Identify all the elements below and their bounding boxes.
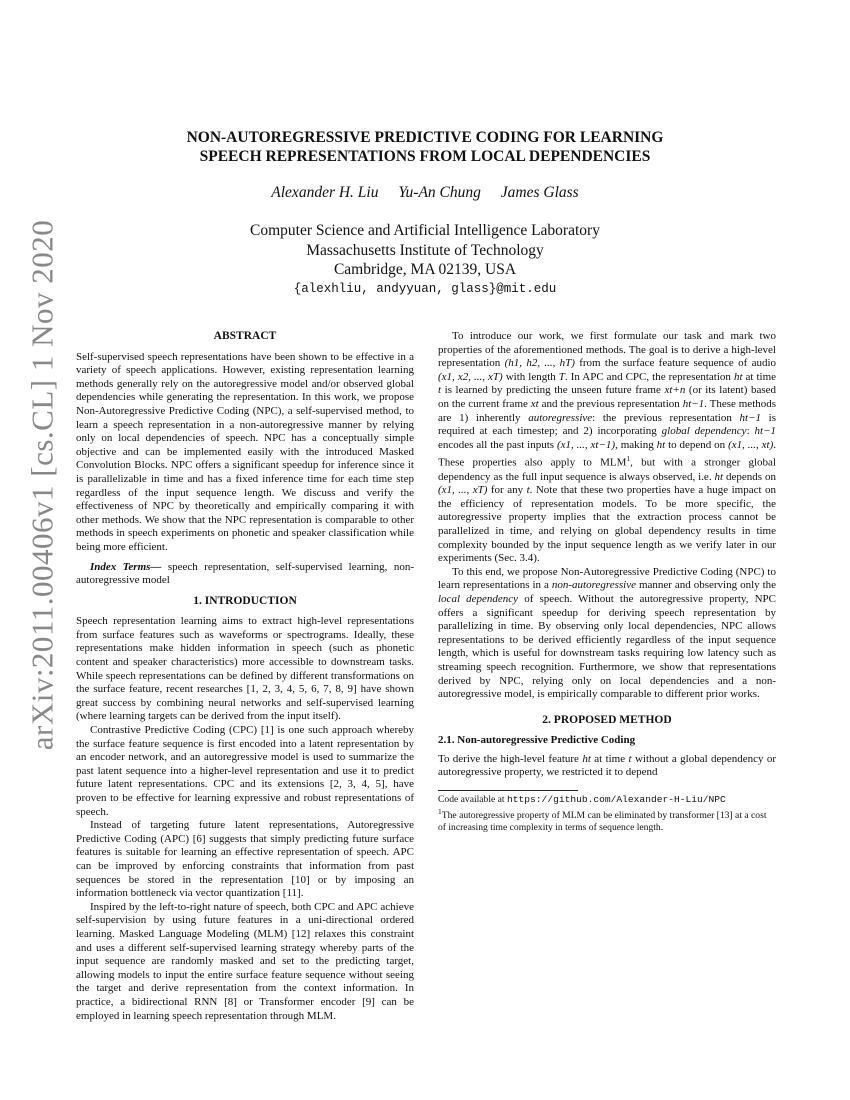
affiliation <box>110 221 740 299</box>
left-column <box>76 330 414 1023</box>
method-heading: 2. PROPOSED METHOD <box>542 713 672 726</box>
intro-paragraph-6: To this end, we propose Non-Autoregressive Predictive Coding (NPC) to learn representations in a non-autoregressive manner and observing only the local dependency of speech. Without the autoregressive property, NPC offers a significant speedup for deriving speech representation by parallelizing in time. By observing only local dependencies, NPC allows representations to be derived efficiently regardless of the input sequence length, which is useful for downstream tasks requiring low latency such as streaming speech recognition. Furthermore, we show that representations derived by NPC, relying only on local dependencies and a non-autoregressive model, is empirically comparable to different prior works. <box>438 565 777 701</box>
method-paragraph-1: To derive the high-level feature ht at time t without a global dependency or autoregressive property, we restricted it to depend <box>438 752 777 779</box>
arxiv-identifier: arXiv:2011.00406v1 [cs.CL] 1 Nov 2020 <box>24 219 60 751</box>
intro-heading: 1. INTRODUCTION <box>193 594 297 607</box>
intro-paragraph-5: To introduce our work, we first formulate our task and mark two properties of the aforementioned methods. The goal is to derive a high-level representation (h1, h2, ..., hT) from the surface feature sequence of audio (x1, x2, ..., xT) with length T. In APC and CPC, the representation ht at time t is learned by predicting the unseen future frame xt+n (or its latent) based on the current frame xt and the previous representation ht−1. These methods are 1) inherently autoregressive: the previous representation ht−1 is required at each timestep; and 2) incorporating global dependency: ht−1 encodes all the past inputs (x1, ..., xt−1), making ht to depend on (x1, ..., xt). These properties also apply to MLM$^1$, but with a stronger global dependency as the full input sequence is always observed, i.e. ht depends on (x1, ..., xT) for any t. Note that these two properties have a huge impact on the efficiency of representation models. To be more specific, the autoregressive property implies that the extraction process cannot be parallelized in time, and relying on global dependency results in time complexity bounded by the input sequence length as we verify later in our experiments (Sec. 3.4). <box>438 330 777 565</box>
method-subsection-heading: 2.1. Non-autoregressive Predictive Coding <box>438 734 636 747</box>
intro-paragraph-3: Instead of targeting future latent representations, Autoregressive Predictive Coding (APC) [6] suggests that simply predicting future surface features is suitable for learning an effective representation of speech. APC can be improved by enforcing constraints that information from past sequences be stored in the representation [10] or by imposing an information bottleneck via vector quantization [11]. <box>76 819 414 900</box>
intro-paragraph-4: Inspired by the left-to-right nature of speech, both CPC and APC achieve self-supervision by using future features in a uni-directional ordered learning. Masked Language Modeling (MLM) [12] relaxes this constraint and uses a different self-supervised learning strategy whereby parts of the input sequence are randomly masked and set to the predicting target, allowing models to input the entire surface feature sequence without seeing the target and derive representation from the context information. In practice, a bidirectional RNN [8] or Transformer encoder [9] can be employed in learning speech representation through MLM. <box>76 900 414 1022</box>
abstract-heading: ABSTRACT <box>213 330 277 342</box>
title-line-2: SPEECH REPRESENTATIONS FROM LOCAL DEPENDENCIES <box>199 148 651 165</box>
index-terms-text: speech representation, self-supervised learning, non-autoregressive model <box>76 560 415 587</box>
paper-title <box>110 128 740 166</box>
footnote-divider <box>438 790 578 791</box>
author-name: James Glass <box>500 184 579 201</box>
right-column <box>438 330 776 834</box>
code-footnote: Code available at https://github.com/Alexander-H-Liu/NPC <box>438 794 726 806</box>
intro-paragraph-2: Contrastive Predictive Coding (CPC) [1] is one such approach whereby the surface feature sequence is first encoded into a latent representation by an encoder network, and an autoregressive model is used to summarize the past latent sequence into a higher-level representation and use it to predict future latent representations. CPC and its extensions [2, 3, 4, 5], have proven to be effective for learning expressive and robust representations of speech. <box>76 724 414 818</box>
abstract-text: Self-supervised speech representations have been shown to be effective in a variety of speech applications. However, existing representation learning methods generally rely on the autoregressive model and/or observed global dependencies while generating the representation. In this work, we propose Non-Autoregressive Predictive Coding (NPC), a self-supervised method, to learn a speech representation in a non-autoregressive manner by relying only on local dependencies of speech. NPC has a conceptually simple objective and can be implemented easily with the introduced Masked Convolution Blocks. NPC offers a significant speedup for inference since it is parallelizable in time and has a fixed inference time for each time step regardless of the input sequence length. We discuss and verify the effectiveness of NPC by theoretically and empirically comparing it with other methods. We show that the NPC representation is comparable to other methods in speech experiments on phonetic and speaker classification while being more efficient. <box>76 350 414 553</box>
author-list <box>110 184 740 202</box>
title-line-1: NON-AUTOREGRESSIVE PREDICTIVE CODING FOR LEARNING <box>186 129 664 146</box>
index-terms <box>76 561 414 588</box>
index-terms-label: Index Terms— <box>90 560 162 573</box>
author-name: Alexander H. Liu <box>271 184 379 201</box>
author-emails: {alexhliu, andyyuan, glass}@mit.edu <box>293 281 557 296</box>
affiliation-institute: Massachusetts Institute of Technology <box>306 241 544 259</box>
code-link[interactable]: https://github.com/Alexander-H-Liu/NPC <box>507 794 726 806</box>
author-name: Yu-An Chung <box>398 184 481 201</box>
affiliation-lab: Computer Science and Artificial Intelligence Laboratory <box>250 222 600 239</box>
footnote-1: $^1$The autoregressive property of MLM can be eliminated by transformer [13] at a cost of increasing time complexity in terms of sequence length. <box>438 807 767 834</box>
intro-paragraph-1: Speech representation learning aims to extract high-level representations from surface features such as waveforms or spectrograms. Ideally, these representations make hidden information in speech (such as phonetic content and speaker characteristics) more accessible to downstream tasks. While speech representations can be defined by different transformations on the surface feature, recent researches [1, 2, 3, 4, 5, 6, 7, 8, 9] have shown great success by combining neural networks and self-supervised learning (where learning targets can be derived from the input itself). <box>76 615 414 723</box>
arxiv-stamp <box>22 219 62 751</box>
footnotes <box>438 794 776 834</box>
affiliation-city: Cambridge, MA 02139, USA <box>333 261 517 278</box>
